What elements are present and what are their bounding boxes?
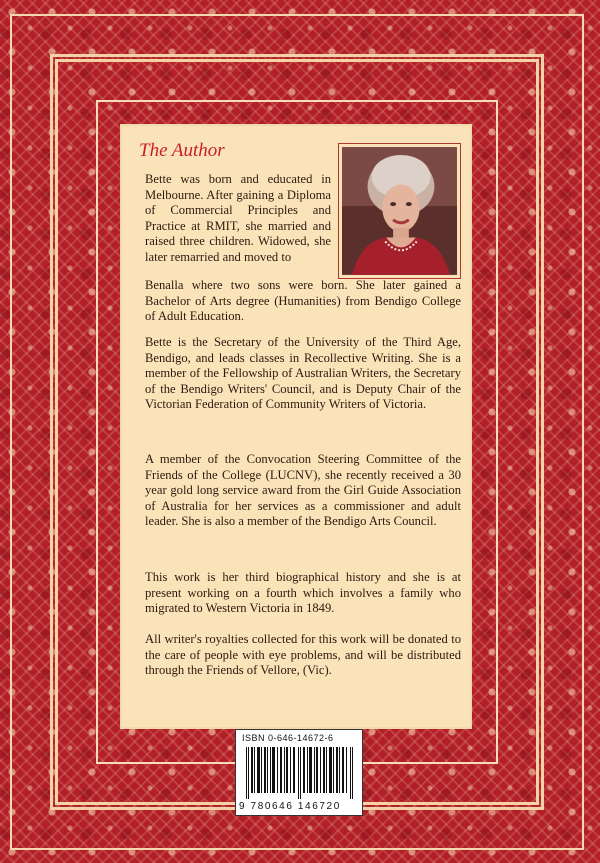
section-title: The Author <box>139 140 225 161</box>
barcode-bars <box>246 747 354 799</box>
ean-number: 9 780646 146720 <box>239 801 341 812</box>
isbn-barcode <box>235 729 363 816</box>
paragraph-works: This work is her third biographical history and she is at present working on a fourth which involves a family who migrated to Western Victoria in 1849. <box>145 570 461 615</box>
paragraph-intro: Bette was born and educated in Melbourne. After gaining a Diploma of Commercial Principles and Practice at RMIT, she married and raised three children. Widowed, she later remarried and moved to <box>145 172 331 264</box>
author-photo <box>338 143 461 279</box>
paragraph-royalties: All writer's royalties collected for this work will be donated to the care of people with eye problems, and will be distributed through the Friends of Vellore, (Vic). <box>145 632 461 677</box>
paragraph-memberships: Bette is the Secretary of the University of the Third Age, Bendigo, and leads classes in Recollective Writing. She is a member of the Fellowship of Australian Writers, the Secretary of the Bendigo Writers' Council, and is Deputy Chair of the Victorian Federation of Community Writers of Victoria. <box>145 335 461 411</box>
paragraph-intro-continued: Benalla where two sons were born. She later gained a Bachelor of Arts degree (Humanities) from Bendigo College of Adult Education. <box>145 278 461 323</box>
author-portrait-image <box>342 147 457 275</box>
isbn-label: ISBN 0-646-14672-6 <box>242 733 334 743</box>
paragraph-awards: A member of the Convocation Steering Committee of the Friends of the College (LUCNV), she recently received a 30 year gold long service award from the Girl Guide Association of Australia for her services as a commissioner and adult leader. She is also a member of the Bendigo Arts Council. <box>145 452 461 528</box>
